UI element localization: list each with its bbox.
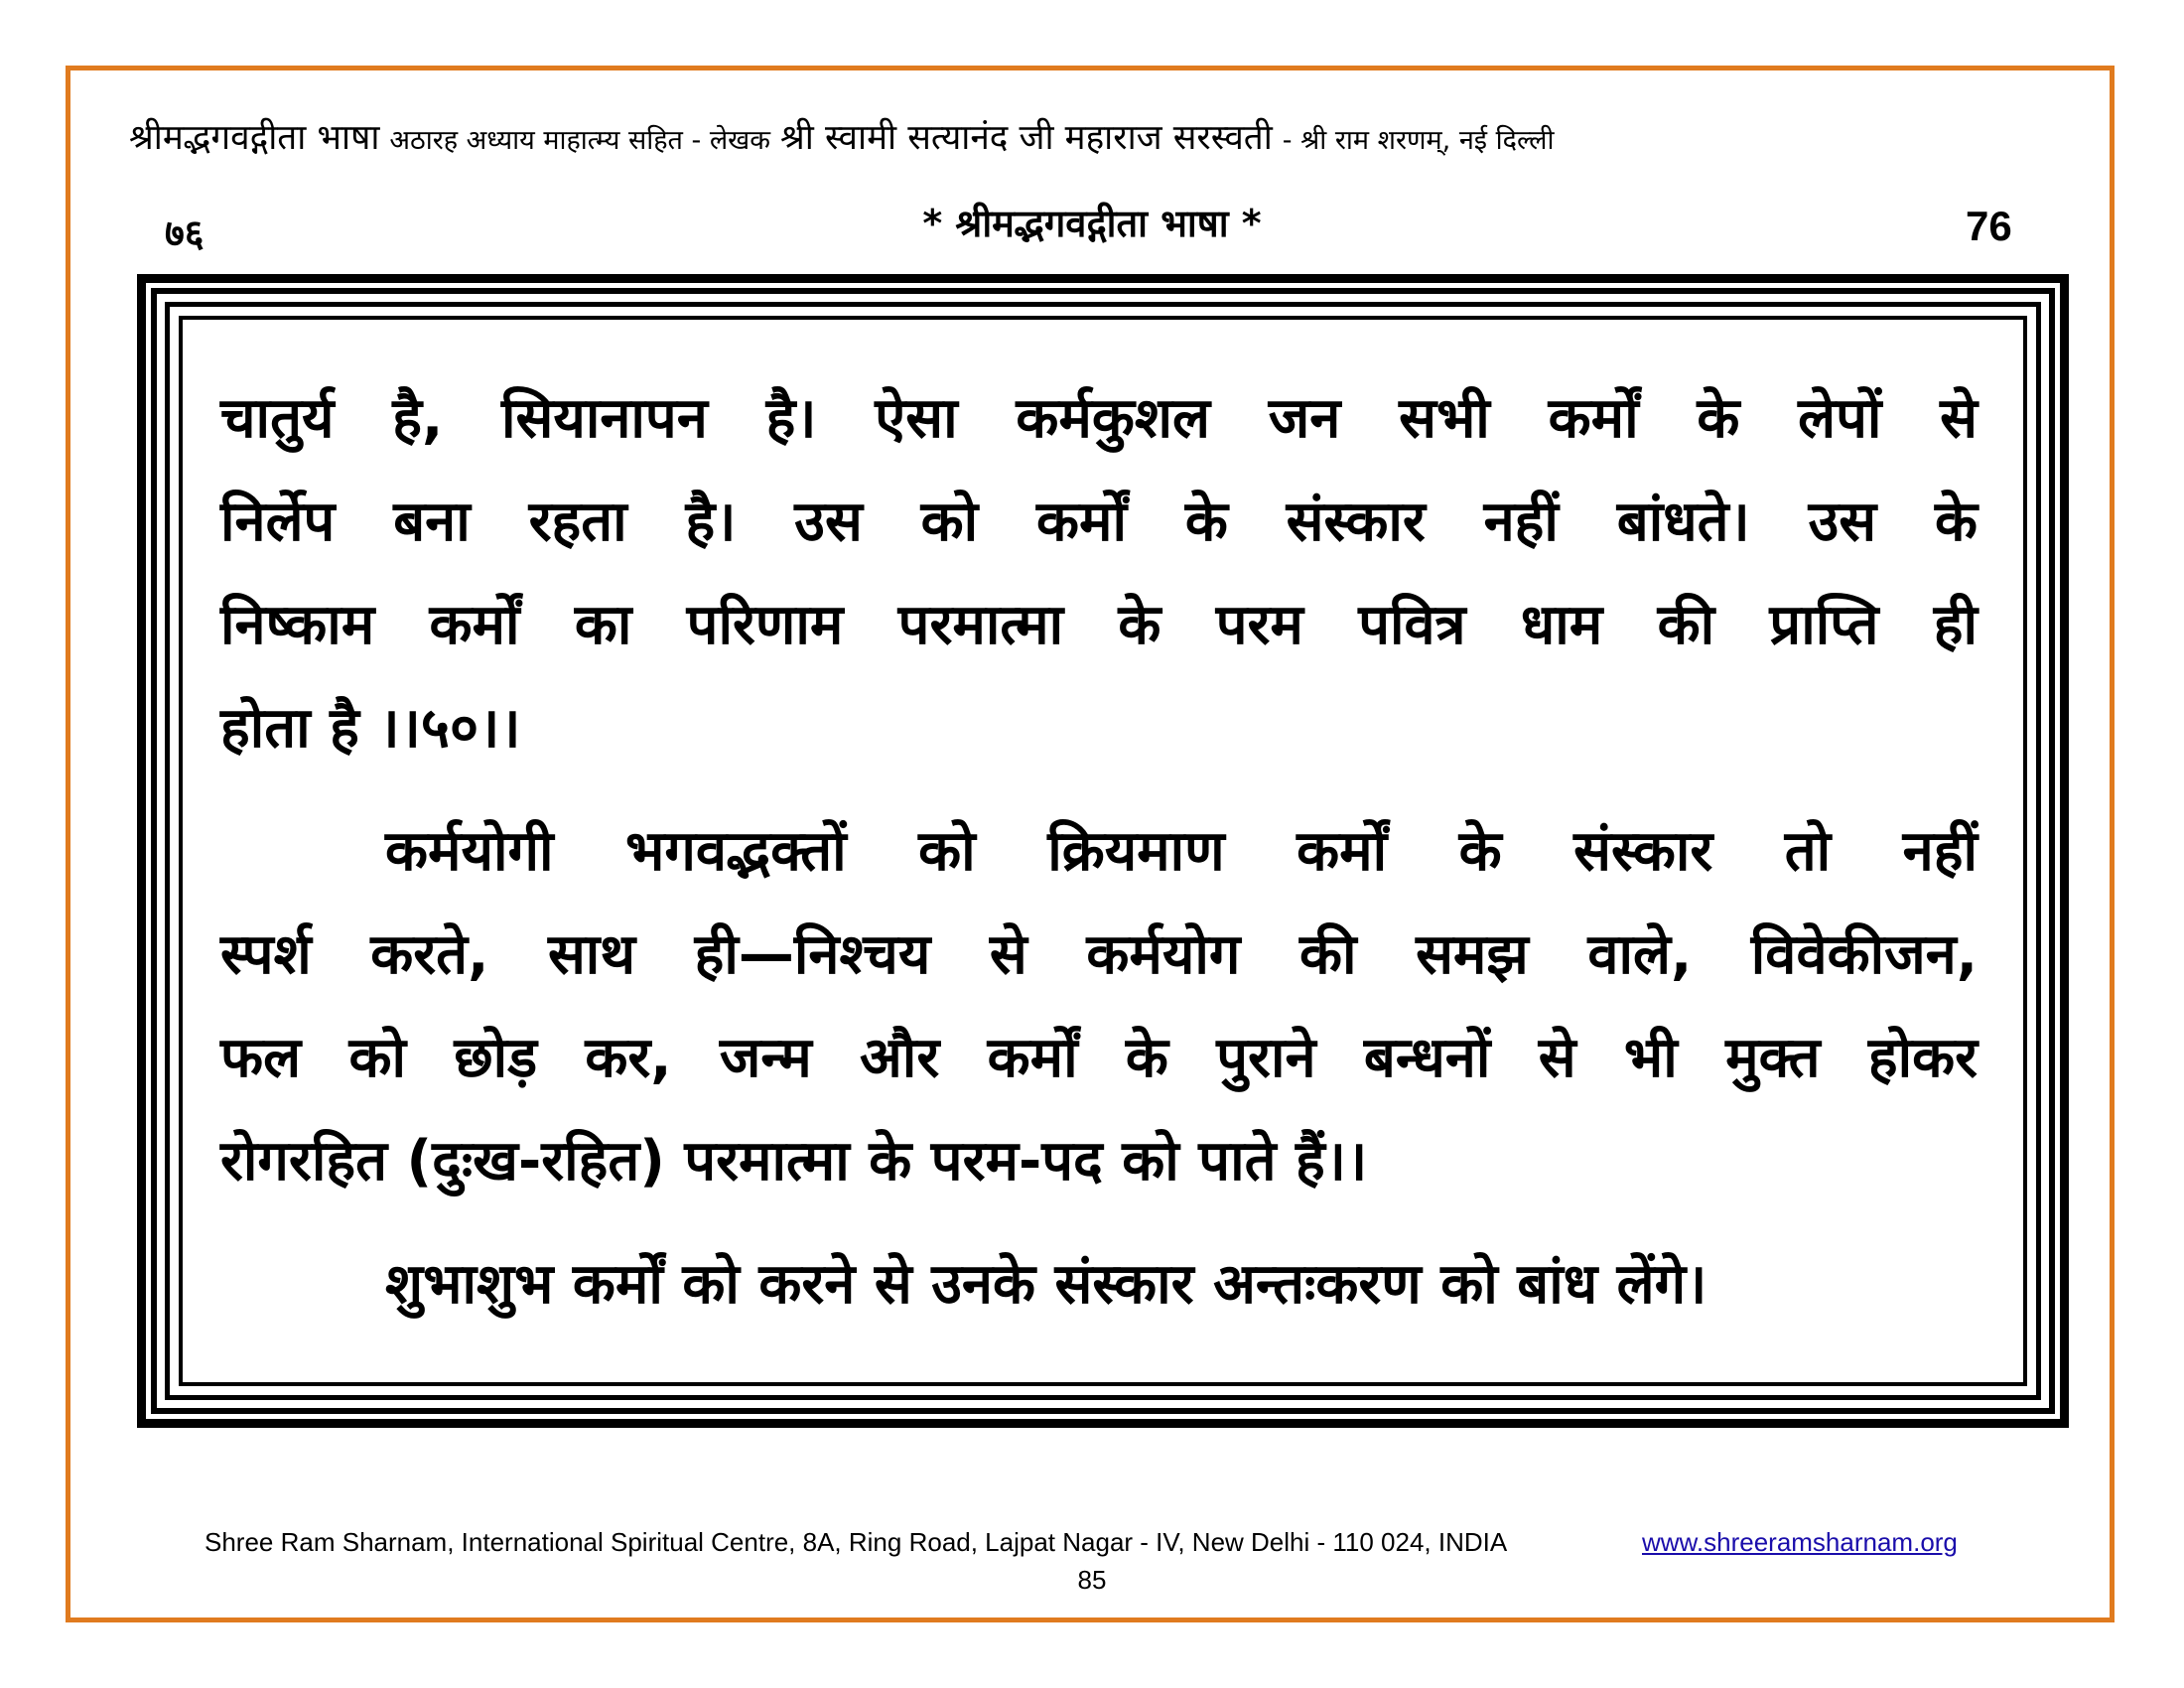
para1-line: होता है ।।५०।।: [220, 696, 521, 761]
para1-line: चातुर्य है, सियानापन है। ऐसा कर्मकुशल जन सभी कर्मों के लेपों से: [220, 386, 1978, 451]
header-publisher: - श्री राम शरणम्, नई दिल्ली: [1282, 125, 1555, 156]
header-subtitle: अठारह अध्याय माहात्म्य सहित - लेखक: [389, 125, 770, 156]
document-header: [129, 118, 2065, 158]
para1-line: निष्काम कर्मों का परिणाम परमात्मा के परम पवित्र धाम की प्राप्ति ही: [220, 593, 1978, 657]
para3-line: शुभाशुभ कर्मों को करने से उनके संस्कार अन्तःकरण को बांध लेंगे।: [385, 1252, 1707, 1317]
para2-line: स्पर्श करते, साथ ही—निश्चय से कर्मयोग की समझ वाले, विवेकीजन,: [220, 922, 1978, 987]
footer-address: Shree Ram Sharnam, International Spiritual Centre, 8A, Ring Road, Lajpat Nagar - IV, New Delhi - 110 024, INDIA: [205, 1527, 1508, 1557]
page-number-arabic: 76: [1966, 203, 2012, 249]
footer-page-number: 85: [1077, 1565, 1107, 1595]
scripture-body: [220, 367, 1978, 1336]
running-title: * श्रीमद्भगवद्गीता भाषा *: [922, 202, 1262, 245]
para2-line: कर्मयोगी भगवद्भक्तों को क्रियमाण कर्मों के संस्कार तो नहीं: [385, 819, 1978, 884]
para1-line: निर्लेप बना रहता है। उस को कर्मों के संस्कार नहीं बांधते। उस के: [220, 490, 1978, 554]
website-link[interactable]: www.shreeramsharnam.org: [1642, 1527, 1958, 1557]
para2-line: फल को छोड़ कर, जन्म और कर्मों के पुराने बन्धनों से भी मुक्त होकर: [220, 1026, 1978, 1090]
header-author: श्री स्वामी सत्यानंद जी महाराज सरस्वती: [779, 118, 1273, 158]
header-title: श्रीमद्भगवद्गीता भाषा: [129, 118, 380, 158]
page-number-devanagari: ७६: [165, 211, 205, 255]
para2-line: रोगरहित (दुःख-रहित) परमात्मा के परम-पद को पाते हैं।।: [220, 1129, 1368, 1194]
